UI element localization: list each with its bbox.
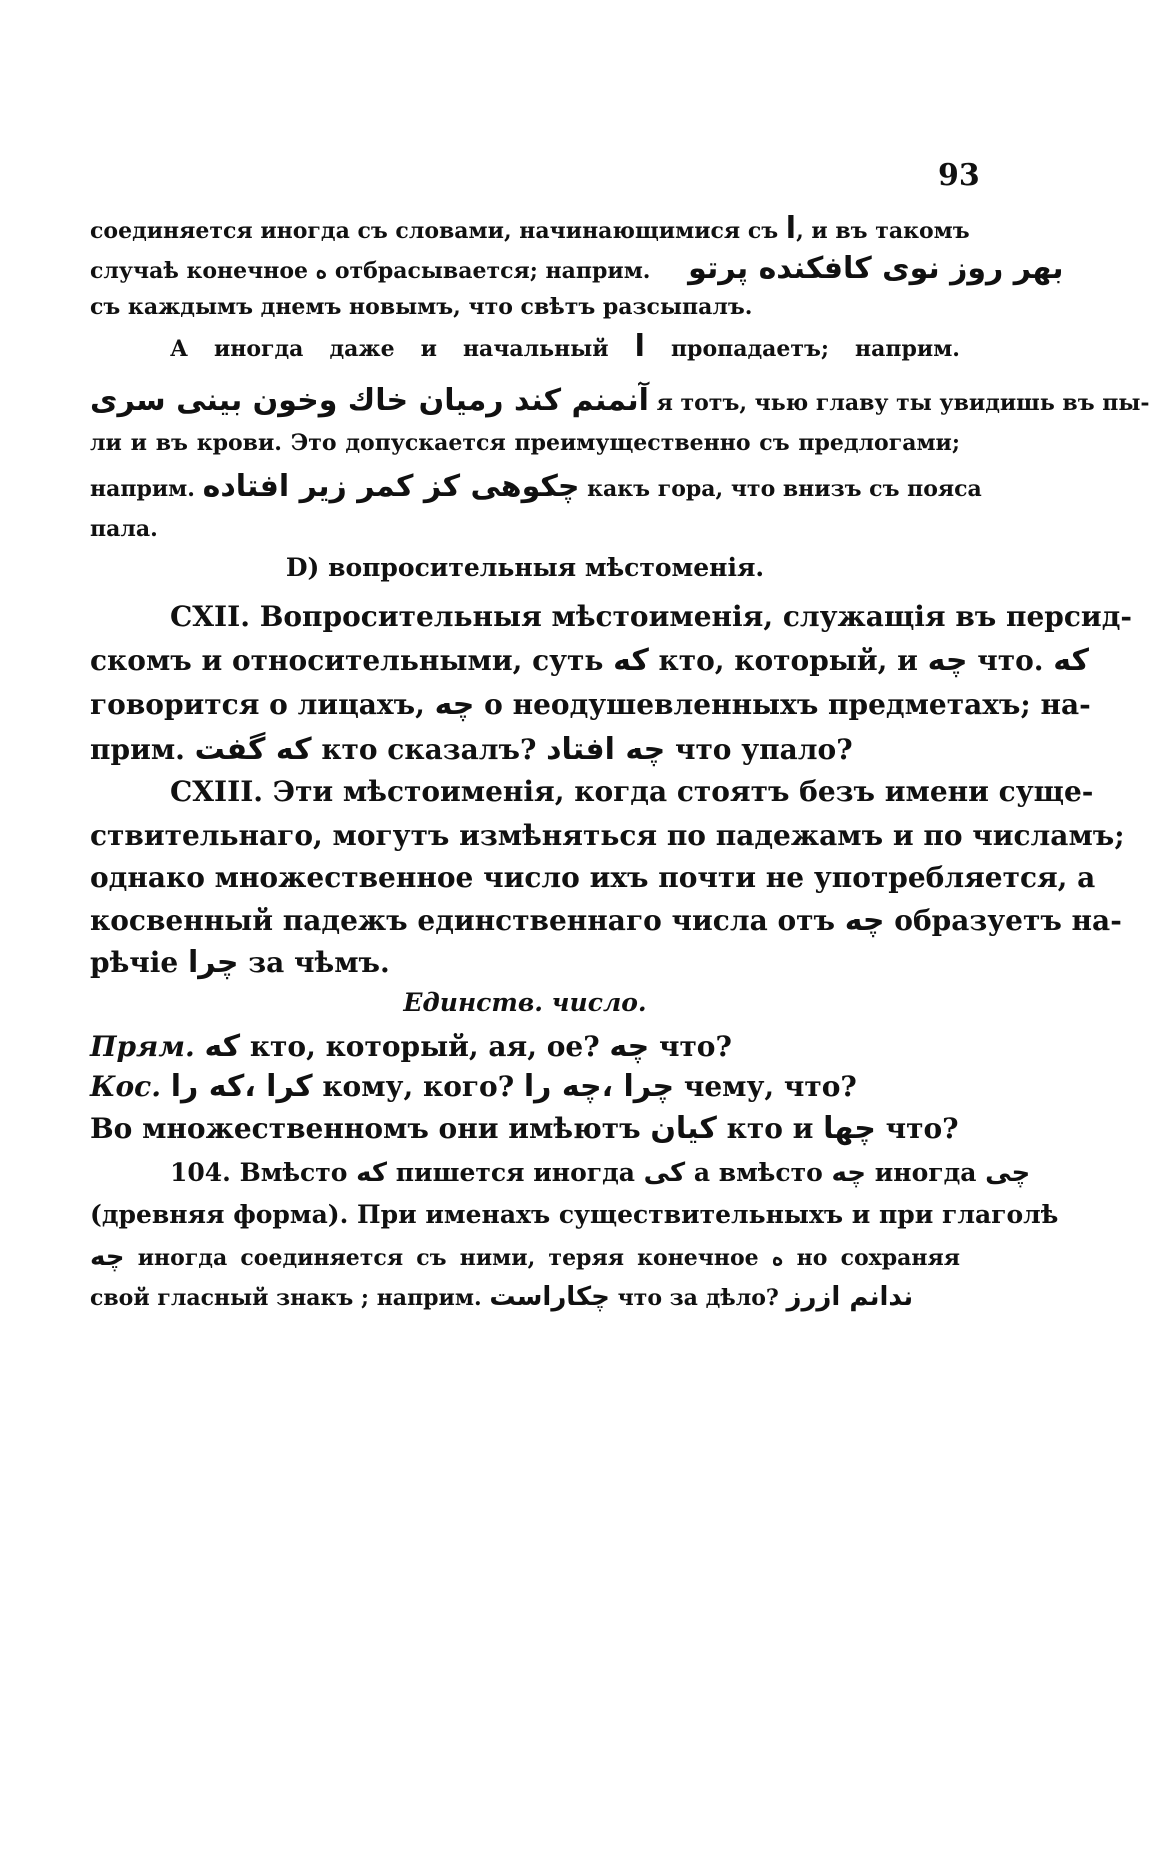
arabic-word: چه [434,687,475,722]
text-span: кто, который, ая, ое? [249,1030,600,1063]
arabic-word: چرا [187,945,239,980]
text-span: какъ гора, что внизъ съ пояса [587,476,982,502]
paragraph-line [90,687,1091,722]
arabic-word: كه [1053,643,1089,678]
text-span: говорится о лицахъ, [90,688,425,721]
paragraph-line [90,1200,1059,1229]
text-line-7 [90,469,982,504]
text-span: CXIII. Эти мѣстоименія, когда стоятъ безъ имени суще- [170,775,1094,808]
text-span: случаѣ конечное ه отбрасывается; наприм. [90,258,651,284]
text-line-2 [90,251,1064,286]
text-span: иногда [874,1158,977,1187]
declension-row-oblique [90,1069,960,1104]
text-span: однако множественное число ихъ почти не употребляется, а [90,861,1096,894]
text-span: за чѣмъ. [248,946,390,979]
arabic-letter: ا [634,329,645,364]
text-span: пропадаетъ; наприм. [670,336,960,362]
text-span: 104. Вмѣсто [170,1158,348,1187]
arabic-word: ا [785,211,797,246]
arabic-word: كه [356,1158,388,1188]
text-span: прим. [90,733,185,766]
page-number: 93 [938,158,980,193]
arabic-phrase: بهر روز نوی کافکنده پرتو [688,251,1064,286]
text-line-3 [90,296,960,318]
paragraph-line [90,1158,1031,1188]
text-span: рѣчіе [90,946,179,979]
paragraph-line [90,1284,960,1310]
declension-row-direct [90,1029,960,1064]
arabic-word: كى [643,1158,686,1188]
text-span: скомъ и относительными, суть [90,644,604,677]
arabic-phrase: كرا ،كه را [170,1069,313,1104]
text-span: кому, кого? [322,1070,515,1103]
text-span: ствительнаго, могутъ измѣняться по падежамъ и по числамъ; [90,819,1125,852]
text-span: съ каждымъ днемъ новымъ, что свѣтъ разсыпалъ. [90,294,753,320]
arabic-word: چه [609,1029,650,1064]
paragraph-line [90,600,1132,633]
plural-row [90,1111,960,1146]
text-span: образуетъ на- [894,904,1122,937]
arabic-word: كه [613,643,649,678]
text-span: иногда соединяется съ ними, теряя конечное ه но сохраняя [137,1245,960,1271]
section-heading: D) вопросительныя мѣстоменія. [285,553,765,582]
text-span: наприм. [90,476,195,502]
arabic-phrase: كه گفت [194,732,312,767]
paragraph-line [90,903,1122,938]
text-span: пишется иногда [395,1158,635,1187]
text-span: ли и въ крови. Это допускается преимущественно съ предлогами; [90,430,960,456]
arabic-word: كه [204,1029,241,1064]
text-line-5 [90,383,1150,418]
text-span: что. [977,644,1044,677]
text-span: (древняя форма). При именахъ существительныхъ и при глаголѣ [90,1200,1059,1229]
text-span: , и въ такомъ [796,218,970,244]
text-span: чему, что? [683,1070,857,1103]
arabic-word: چه [831,1158,867,1188]
paragraph-line [90,861,1096,894]
case-label: Прям. [90,1030,195,1063]
arabic-word: چى [985,1158,1031,1188]
paragraph-line [90,732,960,767]
text-line-6 [90,432,960,454]
text-line-4 [90,329,960,364]
arabic-phrase: آنمنم کند رمیان خاك وخون بینی سری [90,383,649,418]
paragraph-line [90,1244,960,1270]
text-span: соединяется иногда съ словами, начинающимися съ [90,218,779,244]
text-line-8 [90,518,960,540]
arabic-word: چها [823,1111,876,1146]
arabic-phrase: چكاراست [489,1282,610,1312]
text-span: Во множественномъ они имѣютъ [90,1112,641,1145]
arabic-phrase: چه افتاد [546,732,666,767]
case-label: Кос. [90,1070,161,1103]
text-span: а вмѣсто [693,1158,823,1187]
arabic-phrase: ندانم ازرز [786,1282,914,1312]
paragraph-line [90,819,1125,852]
text-span: пала. [90,516,158,542]
text-span: кто, который, и [658,644,918,677]
arabic-word: كيان [650,1111,717,1146]
text-span: свой гласный знакъ ; наприм. [90,1285,482,1311]
text-span: кто и [726,1112,814,1145]
text-line-1 [90,211,970,246]
text-span: что? [658,1030,732,1063]
text-span: что за дѣло? [617,1285,779,1311]
text-span: что? [885,1112,959,1145]
arabic-word: چه [90,1242,125,1272]
sub-heading: Единств. число. [403,988,647,1017]
text-span: косвенный падежъ единственнаго числа отъ [90,904,835,937]
text-span: я тотъ, чью главу ты увидишь въ пы- [656,390,1150,416]
paragraph-line [90,775,1094,808]
arabic-word: چه [844,903,885,938]
text-span: CXII. Вопросительныя мѣстоименія, служащія въ персид- [170,600,1132,633]
text-span: А иногда даже и начальный [170,336,609,362]
text-span: что упало? [674,733,853,766]
text-span: кто сказалъ? [321,733,537,766]
arabic-phrase: چکوهی کز کمر زیر افتاده [202,469,580,504]
arabic-phrase: چرا ،چه را [523,1069,675,1104]
paragraph-line [90,643,1089,678]
arabic-word: چه [927,643,968,678]
paragraph-line [90,945,960,980]
text-span: о неодушевленныхъ предметахъ; на- [484,688,1091,721]
